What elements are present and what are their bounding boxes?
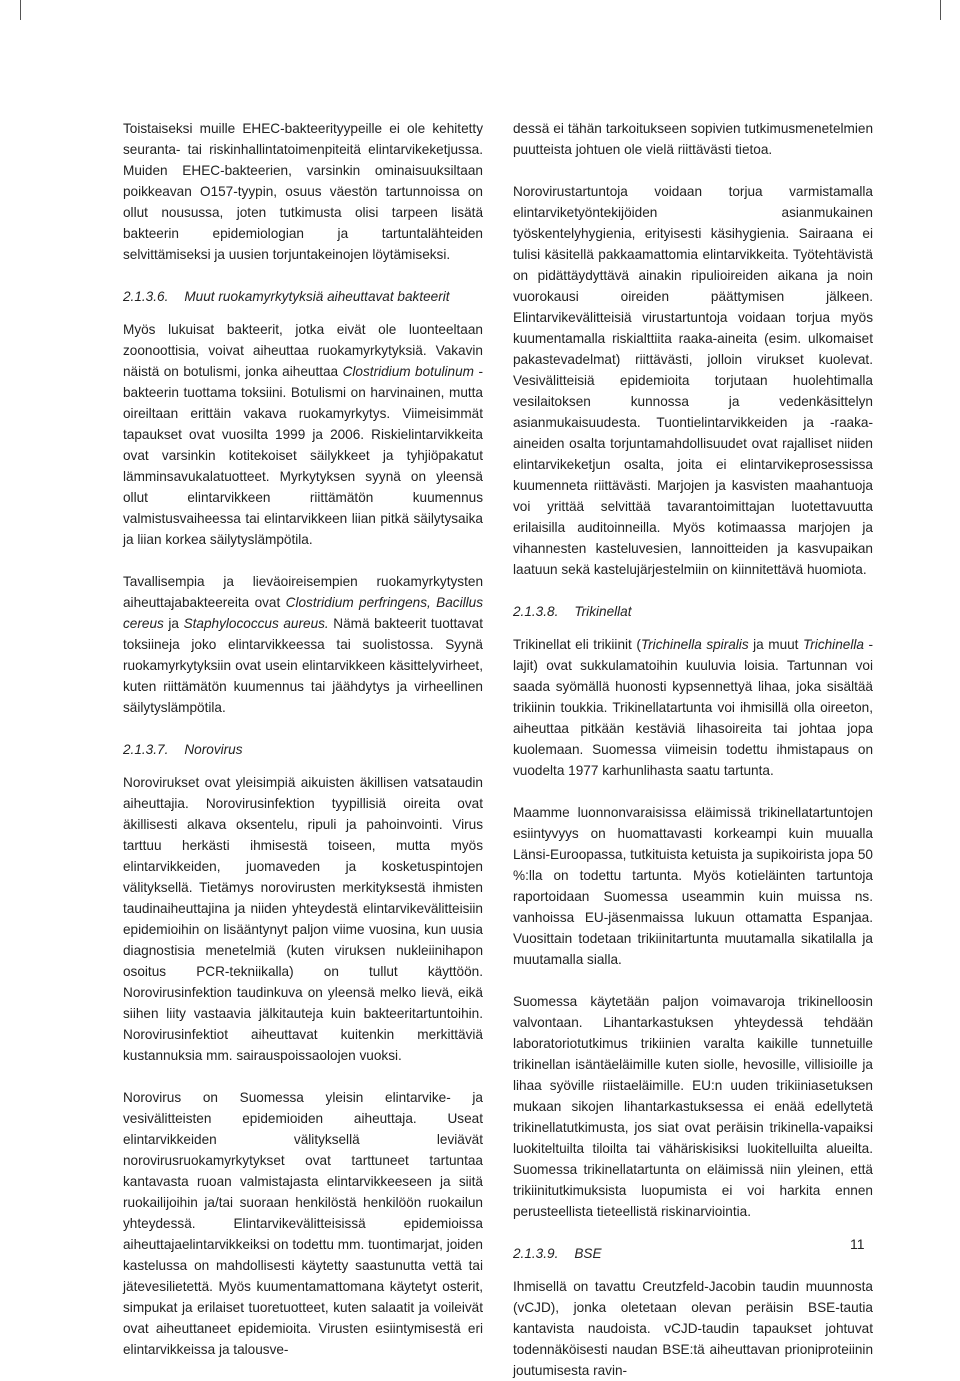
section-number: 2.1.3.7. [123,742,169,757]
paragraph: Myös lukuisat bakteerit, jotka eivät ole luonteeltaan zoonoottisia, voivat aiheuttaa ruokamyrkytyksiä. Vakavin näistä on botulismi, jonka aiheuttaa Clostridium botulinum -bakteerin tuottama toksiini. Botulismi on harvinainen, mutta oireiltaan erittäin vakava ruokamyrkytys. Viimeisimmät tapaukset ovat vuosilta 1999 ja 2006. Riskielintarvikkeita ovat varsinkin kotitekoiset säilykkeet ja tyhjiöpakatut lämminsavukalatuotteet. Myrkytyksen syynä on yleensä ollut elintarvikkeen riittämätön kuumennus valmistusvaiheessa tai elintarvikkeen liian pitkä säilytysaika ja liian korkea säilytyslämpötila. [123,322,483,547]
section-number: 2.1.3.8. [513,604,559,619]
paragraph: Norovirus on Suomessa yleisin elintarvike- ja vesivälitteisten epidemioiden aiheuttaja. Useat elintarvikkeiden välityksellä leviävät norovirusruokamyrkytykset ovat tarttuneet tartuntaa kantavasta ruoan valmistajasta elintarvikkeeseen ja siitä ruokailijoihin ja/tai suoraan henkilöstä henkilöön ruokailun yhteydessä. Elintarvikevälitteisissä epidemioissa aiheuttajaelintarvikkeiksi on todettu mm. tuontimarjat, joiden kastelussa on mahdollisesti käytetty saastunutta vettä tai jätevesilietettä. Myös kuumentamattomana käytetyt osterit, simpukat ja erilaiset tuoretuotteet, kuten salaatit ja voileivät ovat aiheuttaneet epidemioita. Virusten esiintymisestä eri elintarvikkeissa ja talousve- [123,1090,483,1357]
section-number: 2.1.3.6. [123,289,169,304]
paragraph: Norovirustartuntoja voidaan torjua varmistamalla elintarviketyöntekijöiden asianmukainen työskentelyhygienia, erityisesti käsihygienia. Sairaana ei tulisi käsitellä pakkaamattomia elintarvikkeita. Työtehtävistä on pidättäydyttävä ainakin ripulioireiden aikana ja noin vuorokausi oireiden päättymisen jälkeen. Elintarvikevälitteisiä virustartuntoja voidaan torjua myös kuumentamalla riskialttiita raaka-aineita (esim. ulkomaiset pakastevadelmat) riittävästi, jolloin virukset kuolevat. Vesivälitteisiä epidemioita torjutaan huolehtimalla vesilaitoksen kunnossa ja vedenkäsittelyn asianmukaisuudesta. Tuontielintarvikkeiden ja -raaka-aineiden osalta torjuntamahdollisuudet ovat rajalliset niiden elintarvikeketjun osalta, joita ei elintarvikeprosessissa kuumenneta riittävästi. Marjojen ja kasvisten maahantuoja voi yrittää selvittää tavarantoimittajan luotettavuutta erilaisilla auditoinneilla. Myös kotimaassa marjojen ja vihannesten kasteluvesien, lannoitteiden ja kasvupaikan laatuun sekä kastelujärjestelmiin on kiinnitettävä huomiota. [513,184,873,577]
section-title: BSE [574,1246,602,1261]
paragraph: Trikinellat eli trikiinit (Trichinella spiralis ja muut Trichinella -lajit) ovat sukkulamatoihin kuuluvia loisia. Tartunnan voi saada syömällä huonosti kypsennettyä lihaa, joka sisältää trikiinin toukkia. Trikinellatartunta voi ihmisillä olla oireeton, aiheuttaa pitkään kestäviä lihasoireita tai johtaa jopa kuolemaan. Suomessa viimeisin todettu ihmistapaus on vuodelta 1977 karhunlihasta saatu tartunta. [513,637,873,778]
crop-mark-top-left [20,0,21,20]
paragraph: Toistaiseksi muille EHEC-bakteerityypeille ei ole kehitetty seuranta- tai riskinhallintatoimenpiteitä elintarvikeketjussa. Muiden EHEC-bakteerien, varsinkin ominaisuuksiltaan poikkeavan O157-tyypin, osuus väestön tartunnoissa on ollut nousussa, joten tutkimusta olisi tarpeen lisätä bakteerin epidemiologian ja tartuntalähteiden selvittämiseksi ja uusien torjuntakeinojen löytämiseksi. [123,121,483,262]
paragraph: Maamme luonnonvaraisissa eläimissä trikinellatartuntojen esiintyvyys on huomattavasti korkeampi kuin muualla Länsi-Euroopassa, tutkituista ketuista ja supikoirista jopa 50 %:lla on todettu tartunta. Myös kotieläinten tartuntoja raportoidaan Suomessa useammin kuin muissa ns. vanhoissa EU-jäsenmaissa lukuun ottamatta Espanjaa. Vuosittain todetaan trikiinitartunta muutamalla sikatilalla ja muutamalla sialla. [513,805,873,967]
section-heading [513,1243,873,1264]
crop-mark-top-right [940,0,941,20]
paragraph: Suomessa käytetään paljon voimavaroja trikinelloosin valvontaan. Lihantarkastuksen yhteydessä tehdään laboratoriotutkimus trikiinien varalta kaikille tunnetuille trikinellan isäntäeläimille kuten siolle, hevosille, villisioille ja lihaa syöville riistaeläimille. EU:n uuden trikiiniasetuksen mukaan sikojen lihantarkastuksessa ei enää edellytetä trikinellatutkimusta, jos siat ovat peräisin trikinella-vapaiksi luokiteltuilta tiloilta tai vähäriskisiksi luokitelluilta alueilta. Suomessa trikinellatartunta on eläimissä niin yleinen, että trikiinitutkimuksista luopumista ei voi harkita ennen perusteellista tieteellistä riskinarviointia. [513,994,873,1219]
section-title: Muut ruokamyrkytyksiä aiheuttavat bakteerit [184,289,450,304]
section-title: Norovirus [184,742,243,757]
left-column [123,118,483,1360]
section-heading [513,601,873,622]
section-heading [123,739,483,760]
page-number: 11 [850,1236,865,1252]
paragraph: Norovirukset ovat yleisimpiä aikuisten äkillisen vatsataudin aiheuttajia. Norovirusinfektion tyypillisiä oireita ovat äkillisesti alkava oksentelu, ripuli ja pahoinvointi. Virus tarttuu herkästi ihmisestä toiseen, mutta myös elintarvikkeiden, juomaveden ja kosketuspintojen välityksellä. Tietämys norovirusten merkityksestä ihmisten taudinaiheuttajina ja niiden yhteydestä elintarvikevälitteisiin epidemioihin on lisääntynyt paljon viime vuosina, kun uusia diagnostisia menetelmiä (kuten viruksen nukleiinihapon osoitus PCR-tekniikalla) on tullut käyttöön. Norovirusinfektion taudinkuva on yleensä melko lievä, eikä siihen liity vastaavia jälkitauteja kuin bakteeritartuntoihin. Norovirusinfektiot aiheuttavat kuitenkin merkittäviä kustannuksia mm. sairauspoissaolojen vuoksi. [123,775,483,1063]
paragraph: Ihmisellä on tavattu Creutzfeld-Jacobin taudin muunnosta (vCJD), jonka oletetaan olevan peräisin BSE-tautia kantavista naudoista. vCJD-taudin tapaukset johtuvat todennäköisesti naudan BSE:tä aiheuttavan prioniproteiinin joutumisesta ravin- [513,1279,873,1378]
section-number: 2.1.3.9. [513,1246,559,1261]
paragraph: dessä ei tähän tarkoitukseen sopivien tutkimusmenetelmien puutteista johtuen ole vielä riittävästi tietoa. [513,121,873,157]
section-heading [123,286,483,307]
paragraph: Tavallisempia ja lieväoireisempien ruokamyrkytysten aiheuttajabakteereita ovat Clostridium perfringens, Bacillus cereus ja Staphylococcus aureus. Nämä bakteerit tuottavat toksiineja joko elintarvikkeessa tai suolistossa. Syynä ruokamyrkytyksiin ovat usein elintarvikkeen käsittelyvirheet, kuten riittämätön kuumennus tai jäähdytys ja virheellinen säilytyslämpötila. [123,574,483,715]
section-title: Trikinellat [574,604,632,619]
right-column [513,118,873,1381]
